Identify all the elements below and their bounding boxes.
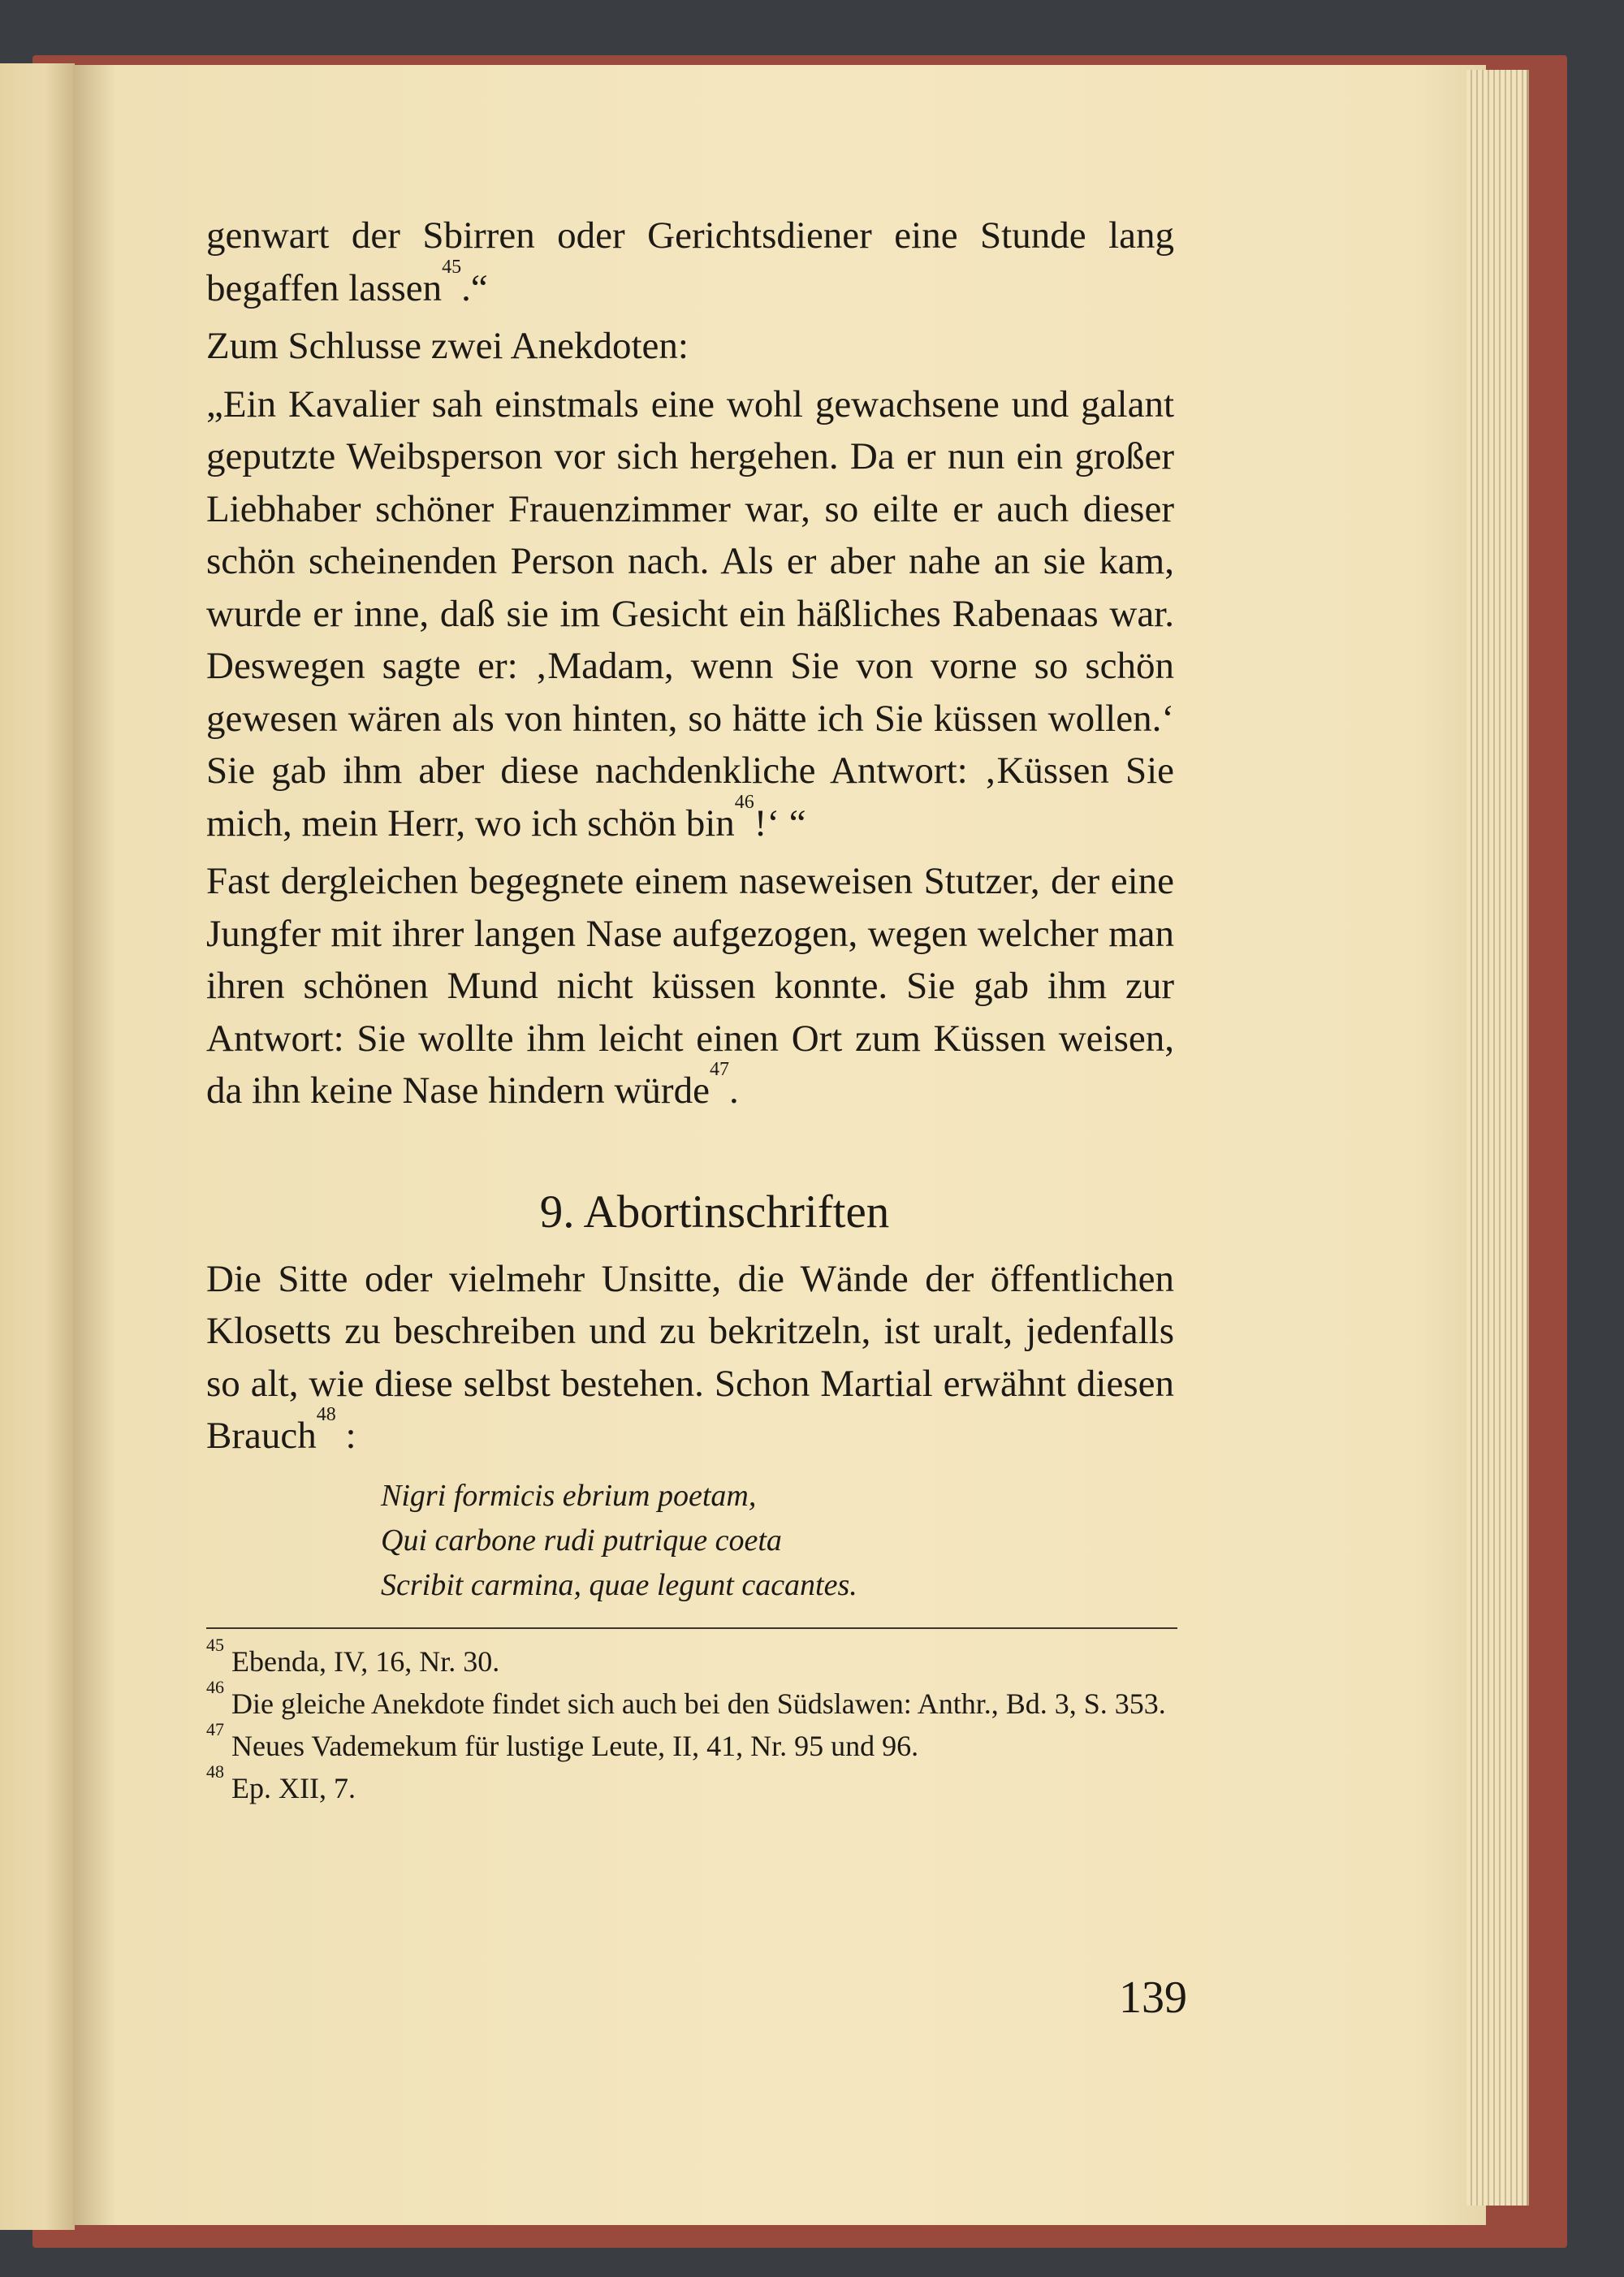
paragraph-continuation: genwart der Sbirren oder Gerichtsdiener eine Stunde lang begaffen lassen$^{45}$.“ [206,214,1174,309]
footnote-divider [206,1627,1177,1629]
footnote-ref-46: 46 [734,791,754,813]
page-number: 139 [1119,1972,1187,2023]
footnote-ref-47: 47 [709,1059,729,1080]
footnote: $^{45}$ Ebenda, IV, 16, Nr. 30. [206,1634,500,1678]
footnote-ref-45: 45 [442,256,462,278]
page-content [206,210,1174,1809]
footnote: $^{46}$ Die gleiche Anekdote findet sich auch bei den Südslawen: Anthr., Bd. 3, S. 353. [206,1676,1166,1720]
section-body [206,1253,1174,1463]
paragraph-anecdotes-intro: Zum Schlusse zwei Anekdoten: [206,325,689,367]
footnote: $^{48}$ Ep. XII, 7. [206,1761,356,1804]
left-page-edge [0,63,75,2230]
section-heading: 9. Abortinschriften [539,1186,890,1238]
paragraph-anecdote-1: „Ein Kavalier sah einstmals eine wohl gewachsene und galant geputzte Weibsperson vor sich hergehen. Da er nun ein großer Liebhaber schöner Frauenzimmer war, so eilte er auch dieser schön scheinenden Person nach. Als er aber nahe an sie kam, wurde er inne, daß sie im Gesicht ein häßliches Rabenaas war. Deswegen sagte er: ‚Madam, wenn Sie von vorne so schön gewesen wären als von hinten, so hätte ich Sie küssen wollen.‘ Sie gab ihm aber diese nachdenkliche Antwort: ‚Küssen Sie mich, mein Herr, wo ich schön bin$^{46}$!‘ “ [206,382,1174,845]
verse-quote [381,1474,1174,1608]
verse-line: Qui carbone rudi putrique coeta [381,1523,782,1558]
paragraph-section: Die Sitte oder vielmehr Unsitte, die Wände der öffentlichen Klosetts zu beschreiben und zu bekritzeln, ist uralt, jedenfalls so alt, wie diese selbst bestehen. Schon Martial erwähnt diesen Brauch$^{48}$ : [206,1257,1174,1457]
footnotes [206,1634,1174,1809]
footnote-ref-48: 48 [316,1404,336,1425]
verse-line: Nigri formicis ebrium poetam, [381,1478,757,1513]
body-text [206,210,1174,1117]
verse-line: Scribit carmina, quae legunt cacantes. [381,1567,857,1602]
footnote: $^{47}$ Neues Vademekum für lustige Leute, II, 41, Nr. 95 und 96. [206,1718,919,1762]
paragraph-anecdote-2: Fast dergleichen begegnete einem naseweisen Stutzer, der eine Jungfer mit ihrer langen Nase aufgezogen, wegen welcher man ihren schönen Mund nicht küssen konnte. Sie gab ihm zur Antwort: Sie wollte ihm leicht einen Ort zum Küssen weisen, da ihn keine Nase hindern würde$^{47}$. [206,860,1174,1112]
page-edges [1466,70,1529,2206]
